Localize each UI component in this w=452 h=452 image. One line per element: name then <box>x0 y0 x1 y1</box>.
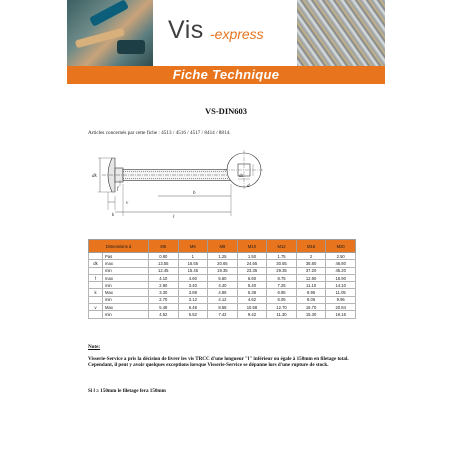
row-sub-label: min <box>103 311 149 318</box>
table-cell: 8.58 <box>208 304 238 311</box>
column-header: M6 <box>178 240 208 253</box>
label-b: b <box>193 191 196 196</box>
table-cell: 15.30 <box>296 311 326 318</box>
table-cell: 20.65 <box>208 260 238 267</box>
table-cell: 5.60 <box>208 274 238 281</box>
table-cell: 5.48 <box>149 304 179 311</box>
label-v: v <box>126 201 129 206</box>
table-cell: 2.50 <box>326 253 356 260</box>
label-ds: ds <box>239 174 244 179</box>
table-cell: 4.62 <box>237 296 267 303</box>
table-cell: 4.10 <box>149 274 179 281</box>
row-group-label <box>89 267 103 274</box>
table-cell: 8.95 <box>296 289 326 296</box>
table-cell: 4.60 <box>178 274 208 281</box>
row-group-label: dk <box>89 260 103 267</box>
table-cell: 13.55 <box>149 260 179 267</box>
row-group-label: v <box>89 304 103 311</box>
table-cell: 8.75 <box>267 274 297 281</box>
workshop-photo <box>67 0 153 66</box>
table-cell: 38.80 <box>296 260 326 267</box>
table-body <box>89 253 356 319</box>
table-cell: 4.40 <box>208 282 238 289</box>
table-cell: 6.05 <box>267 296 297 303</box>
table-cell: 3.88 <box>178 289 208 296</box>
table-cell: 6.60 <box>237 274 267 281</box>
row-group-label <box>89 311 103 318</box>
column-header: M5 <box>149 240 179 253</box>
table-row <box>89 289 356 296</box>
row-sub-label: min <box>103 282 149 289</box>
table-cell: 4.88 <box>208 289 238 296</box>
brand-suffix: -express <box>210 26 264 42</box>
column-header: M8 <box>208 240 238 253</box>
table-cell: 1.75 <box>267 253 297 260</box>
table-cell: 6.95 <box>267 289 297 296</box>
column-header: Dimensions d <box>89 240 149 253</box>
table-cell: 3.40 <box>178 282 208 289</box>
table-cell: 5.52 <box>178 311 208 318</box>
table-cell: 3.30 <box>149 289 179 296</box>
table-cell: 4.12 <box>208 296 238 303</box>
table-cell: 23.35 <box>237 267 267 274</box>
table-header-row <box>89 240 356 253</box>
table-cell: 29.35 <box>267 267 297 274</box>
table-cell: 19.35 <box>208 267 238 274</box>
brand-name: Vis <box>168 16 204 44</box>
table-cell: 2.70 <box>149 296 179 303</box>
table-cell: 9.95 <box>326 296 356 303</box>
row-group-label: k <box>89 289 103 296</box>
table-cell: 1 <box>178 253 208 260</box>
brand-logo <box>153 0 297 66</box>
table-cell: 11.05 <box>326 289 356 296</box>
table-cell: 8.05 <box>296 296 326 303</box>
column-header: M12 <box>267 240 297 253</box>
table-cell: 12.70 <box>267 304 297 311</box>
table-cell: 15.45 <box>178 267 208 274</box>
articles-line: Articles concernés par cette fiche : 4513 / 4516 / 4517 / 8414 / 8814. <box>88 130 231 136</box>
row-sub-label: max <box>103 260 149 267</box>
table-cell: 7.25 <box>267 282 297 289</box>
table-cell: 7.42 <box>208 311 238 318</box>
table-cell: 9.42 <box>237 311 267 318</box>
table-cell: 1.50 <box>237 253 267 260</box>
table-cell: 4.52 <box>149 311 179 318</box>
table-cell: 11.30 <box>267 311 297 318</box>
table-cell: 2.90 <box>149 282 179 289</box>
table-cell: 16.55 <box>178 260 208 267</box>
table-cell: 3.12 <box>178 296 208 303</box>
table-cell: 10.58 <box>237 304 267 311</box>
column-header: M20 <box>326 240 356 253</box>
table-cell: 6.48 <box>178 304 208 311</box>
table-row <box>89 253 356 260</box>
label-k: k <box>112 213 115 218</box>
table-cell: 30.65 <box>267 260 297 267</box>
column-header: M10 <box>237 240 267 253</box>
row-group-label: f <box>89 274 103 281</box>
table-cell: 14.10 <box>326 282 356 289</box>
table-row <box>89 274 356 281</box>
table-row <box>89 267 356 274</box>
table-row <box>89 282 356 289</box>
table-cell: 5.40 <box>237 282 267 289</box>
header-banner <box>67 0 385 84</box>
table-cell: 2 <box>296 253 326 260</box>
note-threading-rule: Si l ≥ 150mm le filetage fera 150mm <box>88 388 166 394</box>
table-row <box>89 260 356 267</box>
column-header: M16 <box>296 240 326 253</box>
label-l: l <box>173 215 175 220</box>
table-cell: 0.80 <box>149 253 179 260</box>
table-row <box>89 296 356 303</box>
banner-title: Fiche Technique <box>172 67 280 82</box>
screws-photo <box>297 0 385 66</box>
table-cell: 37.20 <box>296 267 326 274</box>
table-cell: 12.45 <box>149 267 179 274</box>
table-cell: 46.80 <box>326 260 356 267</box>
table-cell: 1.25 <box>208 253 238 260</box>
bolt-drawing <box>88 140 268 220</box>
table-cell: 20.84 <box>326 304 356 311</box>
table-cell: 15.90 <box>326 274 356 281</box>
label-d: d <box>247 184 250 189</box>
note-heading: Note: <box>88 344 101 350</box>
row-sub-label: max <box>103 274 149 281</box>
table-cell: 5.38 <box>237 289 267 296</box>
table-cell: 11.10 <box>296 282 326 289</box>
table-cell: 19.16 <box>326 311 356 318</box>
row-sub-label: Pas <box>103 253 149 260</box>
table-cell: 16.70 <box>296 304 326 311</box>
row-sub-label: min <box>103 296 149 303</box>
label-f: f <box>117 187 119 192</box>
table-cell: 45.20 <box>326 267 356 274</box>
table-cell: 12.90 <box>296 274 326 281</box>
table-cell: 24.65 <box>237 260 267 267</box>
label-dk: dk <box>92 174 97 179</box>
row-sub-label: Max <box>103 304 149 311</box>
row-group-label <box>89 296 103 303</box>
row-sub-label: min <box>103 267 149 274</box>
page-title: VS-DIN603 <box>204 106 248 116</box>
title-ribbon <box>67 66 385 84</box>
dimensions-table <box>88 239 356 319</box>
row-group-label <box>89 282 103 289</box>
note-text: Visserie-Service a pris la décision de livrer les vis TRCC d'une longueur "l" inférieur ou égale à 150mm en filetage total. Cependant, il peut y avoir quelques exceptions lorsque Visserie-Service se dépanne lors d'une rupture de stock. <box>88 356 349 369</box>
row-sub-label: Max <box>103 289 149 296</box>
table-row <box>89 304 356 311</box>
table-row <box>89 311 356 318</box>
row-group-label <box>89 253 103 260</box>
